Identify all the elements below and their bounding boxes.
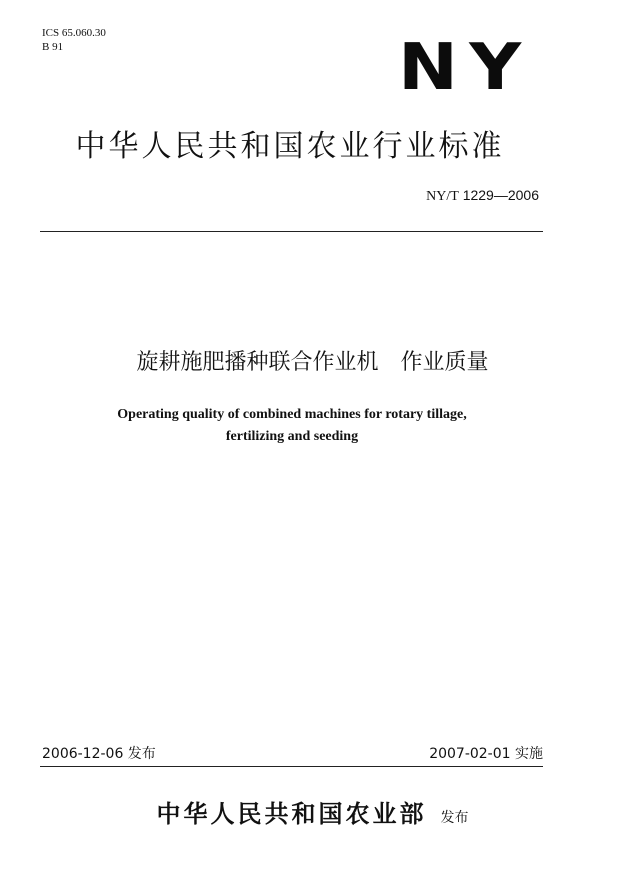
standard-prefix: NY/T — [426, 189, 459, 204]
issue-date: 2006-12-06 发布 — [42, 746, 156, 762]
classification-code: B 91 — [42, 41, 64, 53]
english-title-line1: Operating quality of combined machines for rotary tillage, — [117, 407, 467, 422]
organization-title: 中华人民共和国农业行业标准 — [75, 129, 505, 164]
issuer-action: 发布 — [440, 810, 469, 826]
issuer — [0, 794, 625, 829]
chinese-title-part2: 作业质量 — [400, 350, 489, 375]
issuer-name: 中华人民共和国农业部 — [156, 799, 427, 828]
standard-number — [426, 186, 539, 206]
ics-code: ICS 65.060.30 — [42, 27, 106, 39]
standard-code: 1229—2006 — [462, 187, 539, 203]
chinese-title — [0, 348, 625, 378]
ny-logo: NY — [398, 31, 533, 105]
chinese-title-part1: 旋耕施肥播种联合作业机 — [136, 350, 379, 375]
english-title — [0, 404, 584, 448]
implementation-date: 2007-02-01 实施 — [429, 746, 543, 762]
english-title-line2: fertilizing and seeding — [225, 429, 359, 444]
bottom-divider — [40, 766, 543, 767]
top-divider — [40, 231, 543, 232]
